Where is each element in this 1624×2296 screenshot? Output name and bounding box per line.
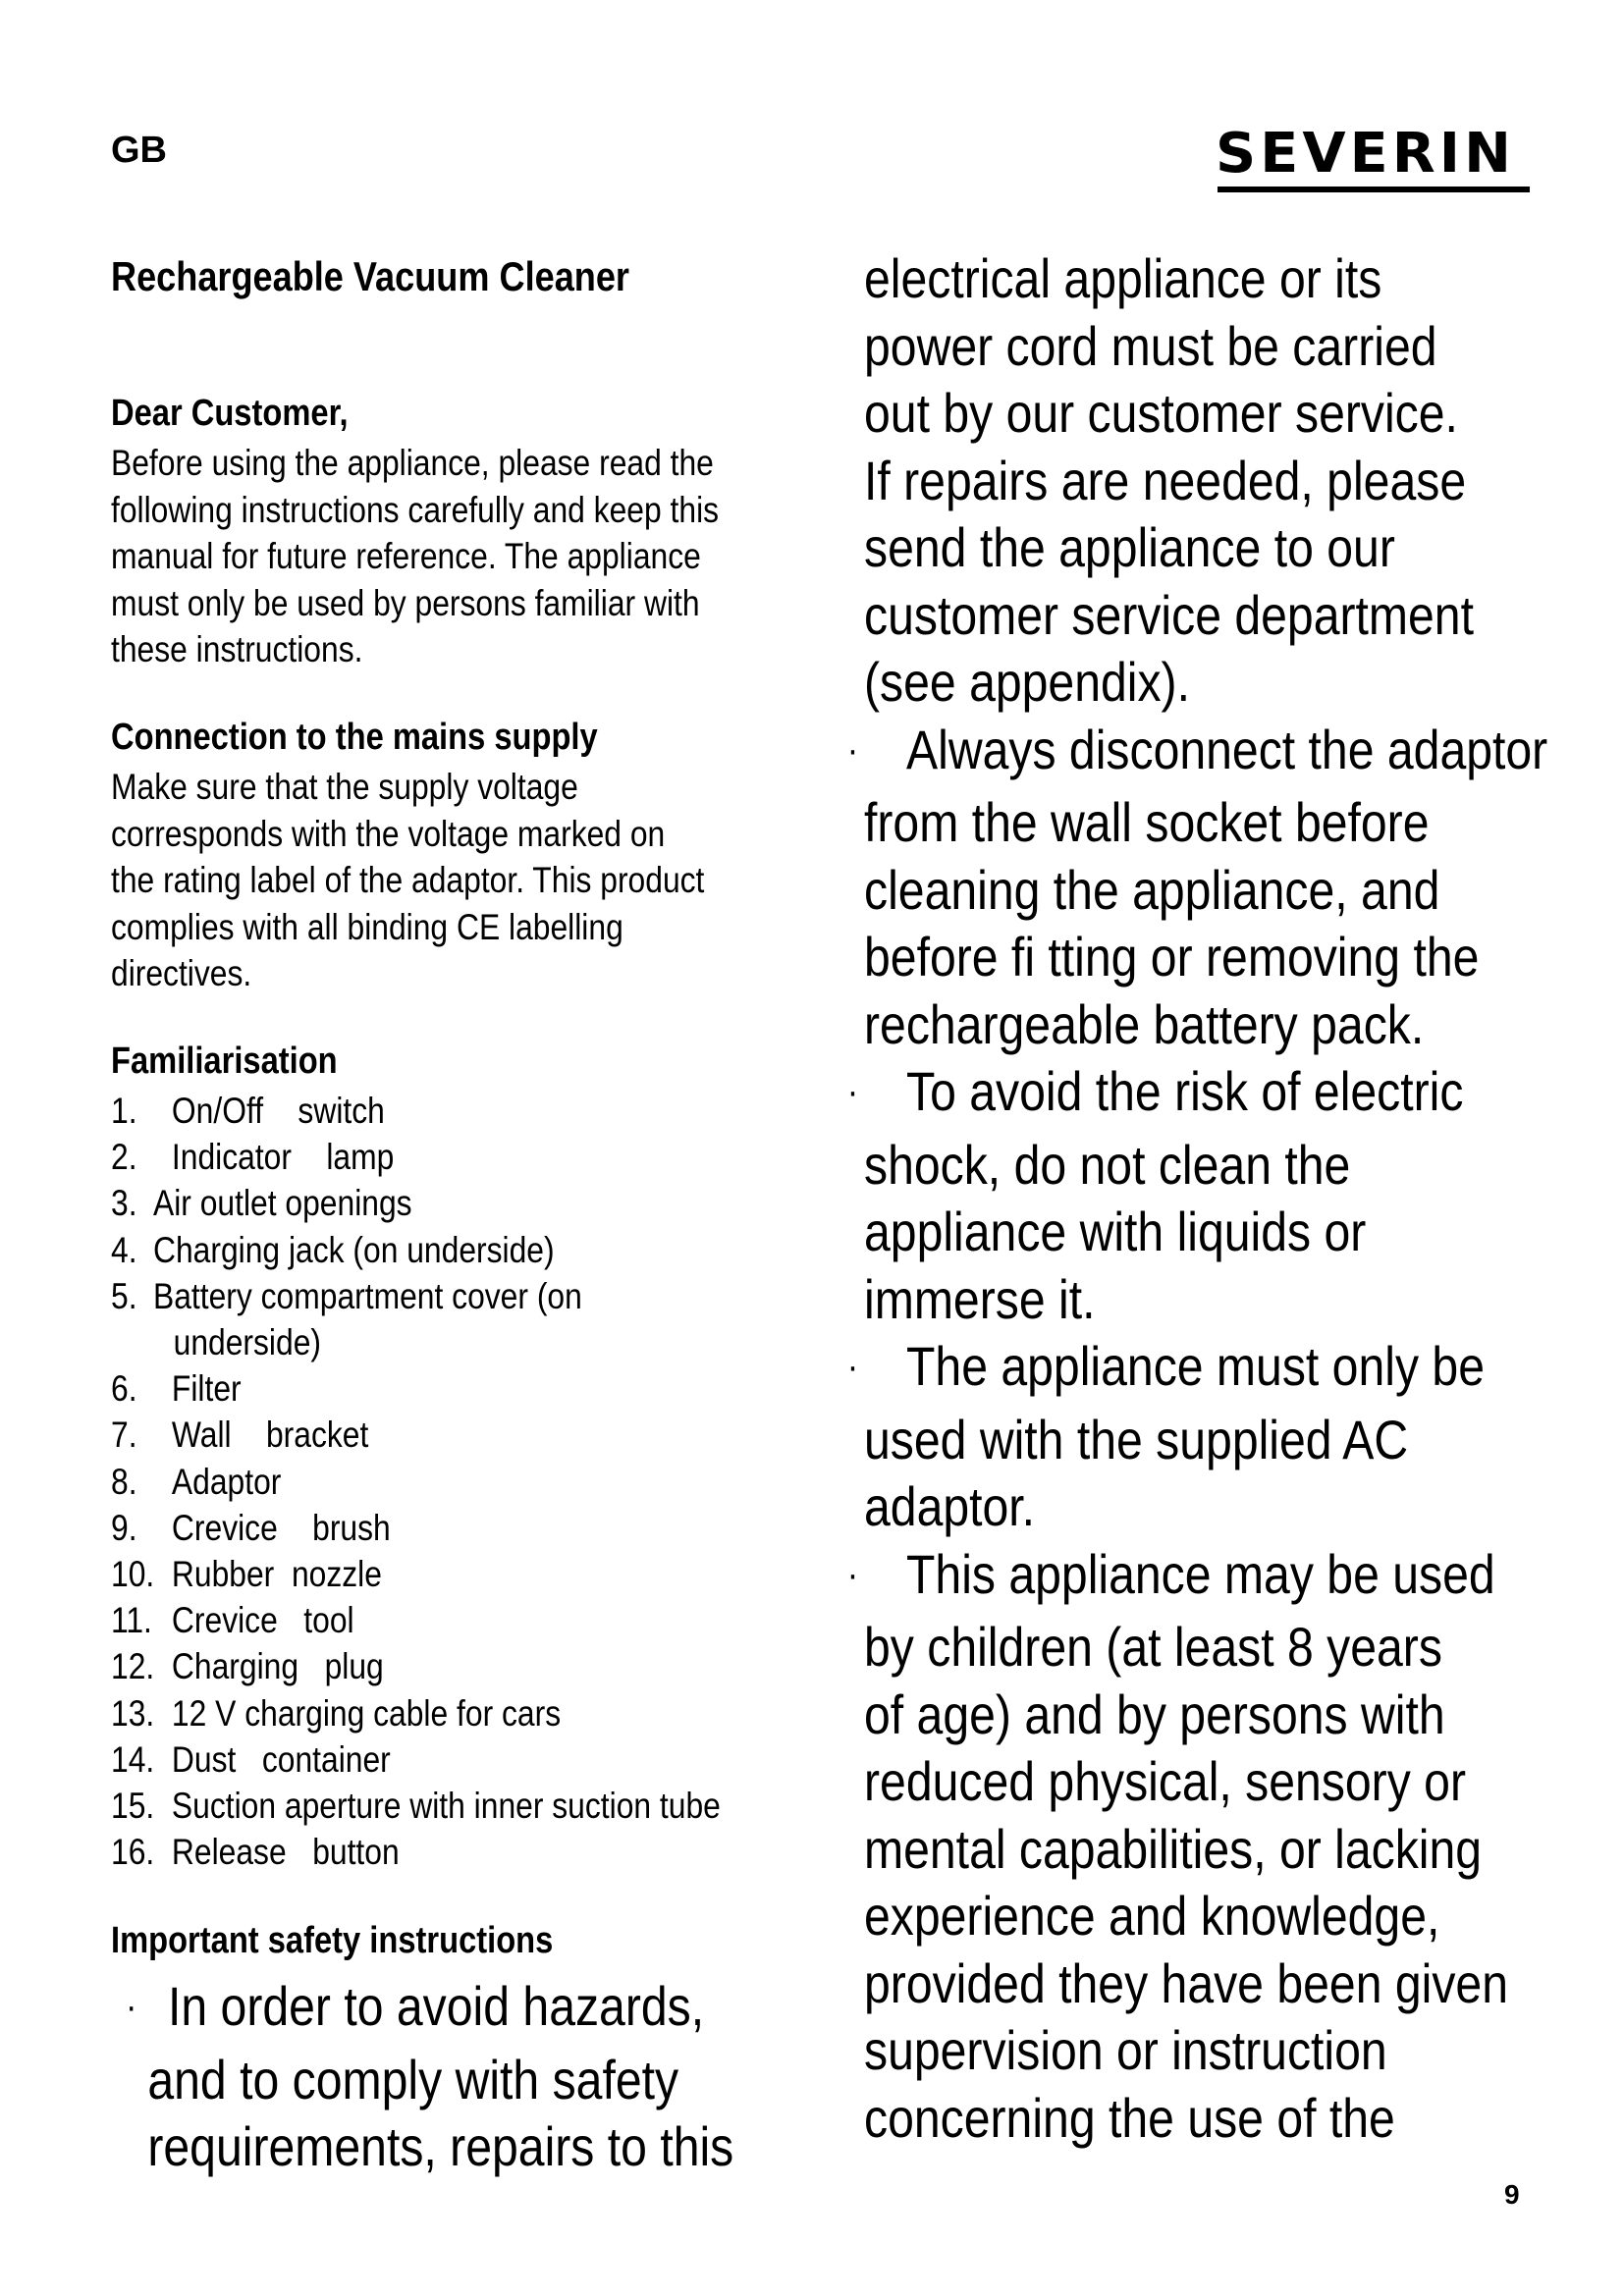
item-number: 10. — [111, 1554, 155, 1595]
item-label: Release button — [171, 1832, 400, 1873]
item-number: 1. — [111, 1091, 137, 1131]
safety-line: of age) and by persons with — [864, 1682, 1445, 1745]
mains-line: directives. — [111, 953, 252, 993]
parts-list-item — [111, 1551, 721, 1597]
safety-line: adaptor. — [864, 1475, 1036, 1537]
safety-line: send the appliance to our — [864, 516, 1395, 578]
parts-list-item — [111, 1134, 721, 1180]
item-label: Battery compartment cover (on — [153, 1275, 582, 1316]
intro-line: Before using the appliance, please read the — [111, 443, 714, 483]
item-number: 5. — [111, 1275, 137, 1316]
bullet: · — [126, 1985, 137, 2028]
safety-line: supervision or instruction — [864, 2019, 1387, 2081]
mains-paragraph — [111, 764, 704, 997]
safety-line: used with the supplied AC — [864, 1408, 1409, 1470]
item-label: Indicator lamp — [171, 1137, 395, 1178]
language-code: GB — [111, 130, 167, 171]
item-number: 7. — [111, 1415, 137, 1456]
safety-line: cleaning the appliance, and — [864, 858, 1440, 921]
item-label: Adaptor — [171, 1461, 282, 1502]
item-label: Dust container — [171, 1738, 391, 1780]
parts-list-item — [111, 1365, 721, 1412]
intro-heading: Dear Customer, — [111, 393, 349, 434]
safety-line: out by our customer service. — [864, 382, 1458, 444]
parts-list-item — [111, 1273, 721, 1319]
safety-line: shock, do not clean the — [864, 1133, 1351, 1196]
mains-line: complies with all binding CE labelling — [111, 906, 623, 947]
bullet: · — [846, 1552, 859, 1596]
parts-list-item — [111, 1227, 721, 1273]
safety-instruction-first — [126, 1973, 733, 2181]
parts-list-item — [111, 1690, 721, 1736]
parts-list-item — [111, 1736, 721, 1783]
item-number: 16. — [111, 1832, 155, 1873]
safety-line: If repairs are needed, please — [864, 449, 1467, 511]
parts-list-item — [111, 1088, 721, 1134]
item-label: Crevice brush — [171, 1507, 391, 1548]
safety-line: and to comply with safety — [147, 2048, 679, 2110]
safety-line: electrical appliance or its — [864, 247, 1382, 309]
intro-line: must only be used by persons familiar with — [111, 582, 700, 623]
item-number: 9. — [111, 1507, 137, 1548]
mains-line: the rating label of the adaptor. This product — [111, 860, 705, 900]
parts-list — [111, 1088, 721, 1875]
item-number: 12. — [111, 1646, 155, 1687]
mains-line: Make sure that the supply voltage — [111, 767, 578, 807]
safety-line: power cord must be carried — [864, 314, 1437, 377]
item-number: 3. — [111, 1183, 137, 1224]
safety-line: (see appendix). — [864, 651, 1190, 713]
parts-list-item — [111, 1505, 721, 1551]
brand-logo: SEVERIN — [1216, 122, 1515, 186]
safety-line: · To avoid the risk of electric — [847, 1058, 1506, 1132]
item-number: 2. — [111, 1137, 137, 1178]
parts-list-item — [111, 1412, 721, 1458]
intro-paragraph — [111, 440, 719, 673]
mains-line: corresponds with the voltage marked on — [111, 813, 666, 854]
safety-line: from the wall socket before — [864, 791, 1430, 853]
item-label: Crevice tool — [171, 1600, 354, 1641]
document-title: Rechargeable Vacuum Cleaner — [111, 253, 629, 299]
safety-line: immerse it. — [864, 1267, 1096, 1330]
safety-line: provided they have been given — [864, 1951, 1508, 2014]
brand-underline — [1218, 187, 1530, 192]
item-number: 15. — [111, 1786, 155, 1827]
item-label: Air outlet openings — [153, 1183, 412, 1224]
parts-list-item: underside) — [173, 1322, 322, 1363]
item-number: 13. — [111, 1692, 155, 1734]
mains-heading: Connection to the mains supply — [111, 717, 598, 758]
safety-line: · This appliance may be used — [847, 1541, 1506, 1615]
item-label: Charging plug — [171, 1646, 384, 1687]
safety-line: · In order to avoid hazards, — [126, 1973, 733, 2047]
parts-list-item — [111, 1783, 721, 1829]
parts-list-item — [111, 1180, 721, 1226]
bullet: · — [846, 727, 859, 772]
safety-line: appliance with liquids or — [864, 1201, 1367, 1262]
item-label: Charging jack (on underside) — [153, 1229, 555, 1270]
intro-line: following instructions carefully and keep this — [111, 489, 720, 530]
safety-line: · The appliance must only be — [847, 1333, 1506, 1407]
page-number: 9 — [1504, 2179, 1520, 2210]
item-number: 11. — [111, 1600, 152, 1641]
parts-list-item — [111, 1829, 721, 1875]
item-number: 4. — [111, 1229, 137, 1270]
safety-line: · Always disconnect the adaptor — [847, 717, 1506, 790]
item-label: Filter — [171, 1368, 242, 1410]
item-label: 12 V charging cable for cars — [171, 1692, 562, 1734]
safety-line: requirements, repairs to this — [147, 2115, 734, 2177]
intro-line: these instructions. — [111, 629, 363, 669]
item-label: Rubber nozzle — [171, 1554, 382, 1595]
parts-list-item — [111, 1597, 721, 1643]
safety-instructions-continued — [846, 245, 1548, 2152]
familiarisation-heading: Familiarisation — [111, 1041, 338, 1082]
item-number: 6. — [111, 1368, 137, 1410]
bullet: · — [846, 1070, 859, 1113]
item-label: Suction aperture with inner suction tube — [171, 1786, 721, 1827]
safety-line: rechargeable battery pack. — [864, 992, 1425, 1055]
item-label: Wall bracket — [171, 1415, 369, 1456]
safety-line: reduced physical, sensory or — [864, 1750, 1467, 1812]
item-number: 14. — [111, 1738, 155, 1780]
safety-line: by children (at least 8 years — [864, 1616, 1442, 1678]
bullet: · — [846, 1345, 859, 1388]
safety-line: mental capabilities, or lacking — [864, 1817, 1483, 1880]
item-number: 8. — [111, 1461, 137, 1502]
safety-line: concerning the use of the — [864, 2086, 1395, 2149]
parts-list-item — [111, 1643, 721, 1689]
safety-heading: Important safety instructions — [111, 1920, 554, 1961]
safety-line: customer service department — [864, 583, 1474, 646]
safety-line: experience and knowledge, — [864, 1885, 1440, 1947]
right-column — [846, 245, 1610, 2152]
parts-list-item — [111, 1459, 721, 1505]
safety-line: before fi tting or removing the — [864, 926, 1480, 988]
item-label: On/Off switch — [171, 1091, 385, 1131]
intro-line: manual for future reference. The appliance — [111, 536, 701, 576]
